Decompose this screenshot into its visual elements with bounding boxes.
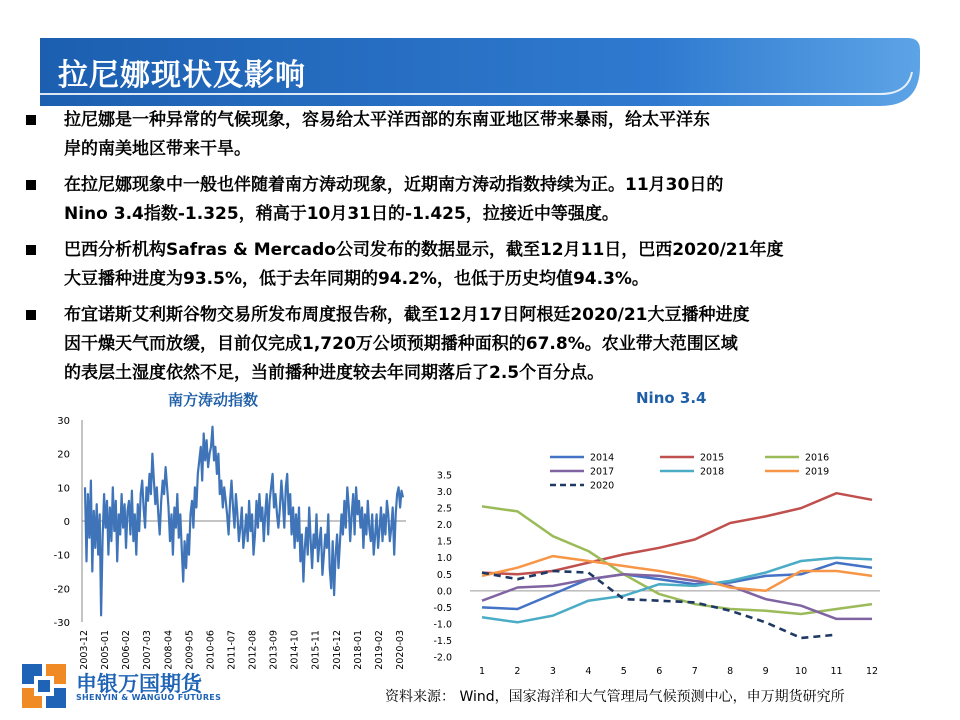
legend-label-2018: 2018 — [700, 466, 725, 478]
soi-x-tick-label: 2005-01 — [100, 630, 112, 670]
legend-label-2017: 2017 — [590, 466, 615, 478]
nino-x-tick-label: 5 — [620, 666, 627, 677]
soi-chart — [0, 408, 430, 678]
nino-y-tick-label: 0.5 — [436, 569, 452, 581]
nino-x-tick-label: 11 — [830, 666, 843, 677]
soi-y-tick-label: -30 — [53, 618, 70, 629]
soi-x-tick-label: 2011-07 — [226, 630, 238, 670]
nino-y-tick-label: -2.0 — [433, 652, 452, 664]
soi-y-tick-label: 10 — [57, 483, 70, 495]
legend-label-2015: 2015 — [700, 452, 725, 464]
company-logo-icon — [22, 664, 66, 708]
bullet-line: 布宜诺斯艾利斯谷物交易所发布周度报告称，截至12月17日阿根廷2020/21大豆播种进度 — [64, 305, 750, 325]
bullet-line: 巴西分析机构Safras & Mercado公司发布的数据显示，截至12月11日，巴西2020/21年度 — [64, 240, 784, 260]
soi-chart-title: 南方涛动指数 — [168, 391, 259, 409]
bullet-square-icon — [26, 180, 36, 190]
page-title: 拉尼娜现状及影响 — [58, 58, 306, 93]
soi-x-tick-label: 2013-09 — [268, 630, 280, 670]
soi-x-tick-label: 2015-11 — [310, 630, 322, 670]
nino-y-tick-label: 0.0 — [436, 586, 452, 598]
nino-x-tick-label: 4 — [585, 666, 592, 677]
bullet-square-icon — [26, 245, 36, 255]
nino-y-tick-label: 2.5 — [436, 503, 452, 515]
soi-x-tick-label: 2014-10 — [289, 630, 301, 670]
bullet-line: 大豆播种进度为93.5%，低于去年同期的94.2%，也低于历史均值94.3%。 — [64, 269, 649, 289]
nino-x-tick-label: 12 — [865, 666, 879, 677]
nino-x-tick-label: 2 — [514, 666, 521, 677]
soi-x-tick-label: 2016-12 — [331, 630, 343, 670]
soi-x-tick-label: 2008-04 — [163, 630, 175, 670]
legend-label-2020: 2020 — [590, 480, 615, 492]
company-name: 申银万国期货 — [76, 672, 202, 696]
bullet-square-icon — [26, 310, 36, 320]
soi-x-tick-label: 2007-03 — [142, 630, 154, 670]
bullet-line: 拉尼娜是一种异常的气候现象，容易给太平洋西部的东南亚地区带来暴雨，给太平洋东 — [64, 110, 710, 130]
nino-x-tick-label: 3 — [549, 666, 556, 677]
company-name-en: SHENYIN & WANGUO FUTURES — [76, 693, 222, 702]
legend-label-2016: 2016 — [805, 452, 830, 464]
source-note: 资料来源： Wind，国家海洋和大气管理局气候预测中心，申万期货研究所 — [385, 689, 845, 705]
soi-y-tick-label: -20 — [53, 584, 70, 596]
nino-chart — [420, 408, 890, 678]
soi-x-tick-label: 2019-02 — [373, 630, 385, 670]
nino-y-tick-label: 2.0 — [436, 520, 452, 532]
nino-y-tick-label: -0.5 — [433, 602, 452, 614]
soi-x-tick-label: 2020-03 — [395, 630, 406, 670]
bullet-line: Nino 3.4指数-1.325，稍高于10月31日的-1.425，拉接近中等强度。 — [64, 204, 619, 224]
nino-x-tick-label: 8 — [727, 666, 734, 677]
soi-x-tick-label: 2018-01 — [352, 630, 364, 670]
nino-x-tick-label: 6 — [656, 666, 663, 677]
nino-y-tick-label: 3.0 — [436, 487, 452, 499]
bullet-line: 在拉尼娜现象中一般也伴随着南方涛动现象，近期南方涛动指数持续为正。11月30日的 — [64, 175, 724, 195]
nino-chart-title: Nino 3.4 — [636, 389, 707, 407]
soi-y-tick-label: -10 — [53, 550, 70, 562]
bullet-item — [26, 301, 926, 388]
soi-y-tick-label: 20 — [57, 449, 70, 461]
nino-x-tick-label: 1 — [478, 666, 486, 677]
bullet-list — [26, 106, 926, 395]
soi-x-tick-label: 2006-02 — [121, 630, 133, 670]
nino-y-tick-label: 3.5 — [436, 470, 452, 482]
bullet-item — [26, 171, 926, 229]
nino-y-tick-label: -1.0 — [433, 619, 452, 631]
soi-x-tick-label: 2012-08 — [247, 630, 259, 670]
bullet-line: 岸的南美地区带来干旱。 — [64, 139, 251, 159]
bullet-item — [26, 236, 926, 294]
bullet-line: 因干燥天气而放缓，目前仅完成1,720万公顷预期播种面积的67.8%。农业带大范围区域 — [64, 334, 738, 354]
bullet-line: 的表层土湿度依然不足，当前播种进度较去年同期落后了2.5个百分点。 — [64, 363, 605, 383]
legend-label-2014: 2014 — [590, 452, 615, 464]
nino-x-tick-label: 9 — [762, 666, 769, 677]
soi-x-tick-label: 2009-05 — [184, 630, 196, 670]
legend-label-2019: 2019 — [805, 466, 830, 478]
soi-y-tick-label: 30 — [57, 416, 70, 427]
soi-x-tick-label: 2010-06 — [205, 630, 217, 670]
bullet-item — [26, 106, 926, 164]
nino-y-tick-label: 1.0 — [436, 553, 452, 565]
bullet-square-icon — [26, 115, 36, 125]
nino-x-tick-label: 7 — [691, 666, 698, 677]
soi-x-tick-label: 2003-12 — [79, 630, 90, 670]
nino-y-tick-label: 1.5 — [436, 536, 452, 548]
soi-y-tick-label: 0 — [63, 517, 70, 528]
nino-x-tick-label: 10 — [795, 666, 808, 677]
nino-y-tick-label: -1.5 — [433, 635, 452, 647]
nino-series-2015 — [482, 493, 872, 574]
